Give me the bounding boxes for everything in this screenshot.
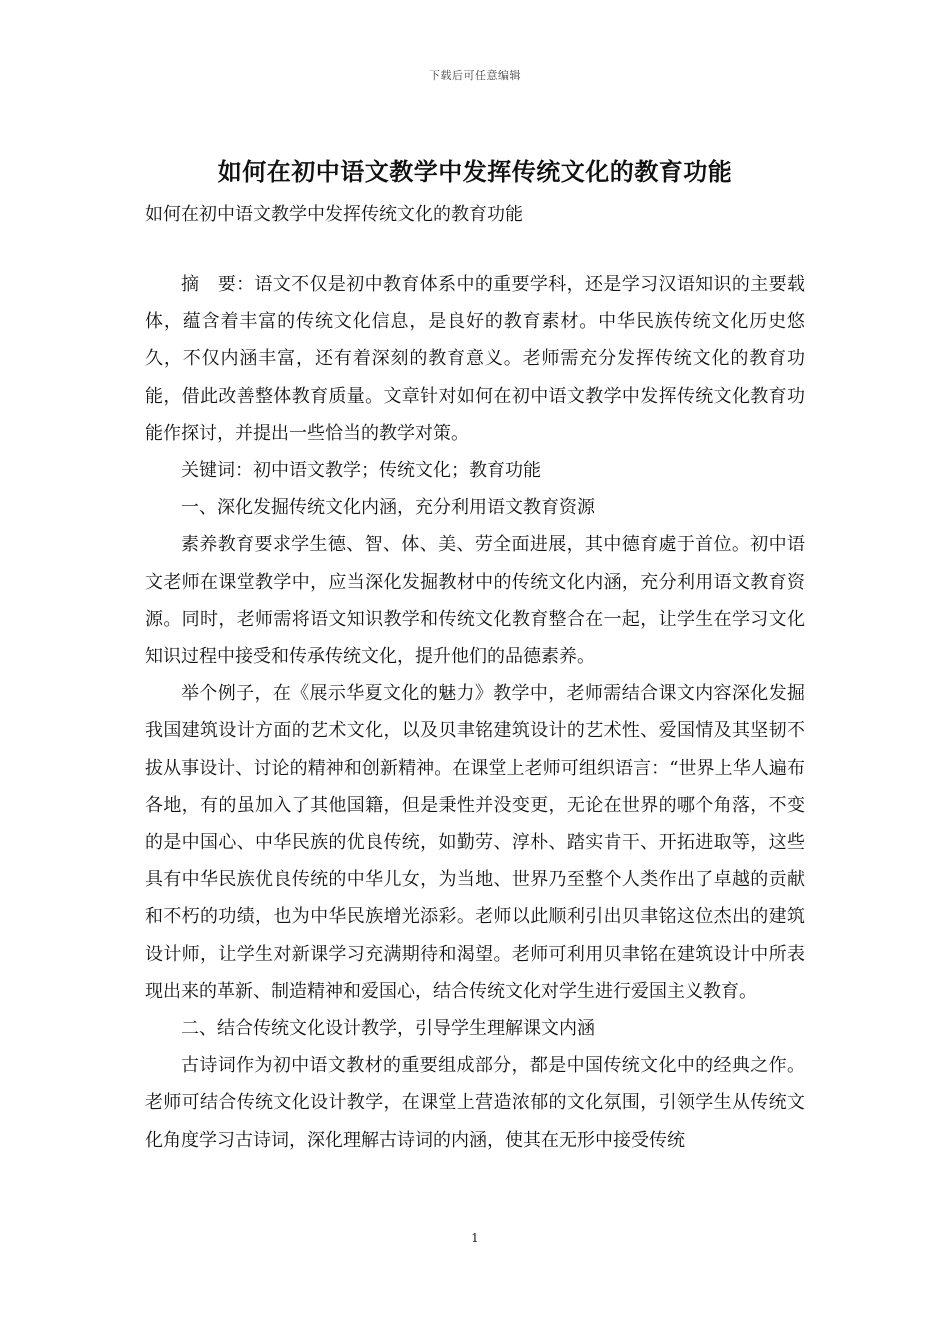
document-body — [145, 266, 805, 1159]
page-number: 1 — [471, 1231, 479, 1245]
abstract-paragraph: 摘 要：语文不仅是初中教育体系中的重要学科，还是学习汉语知识的主要载体，蕴含着丰富的传统文化信息，是良好的教育素材。中华民族传统文化历史悠久，不仅内涵丰富，还有着深刻的教育意义。老师需充分发挥传统文化的教育功能，借此改善整体教育质量。文章针对如何在初中语文教学中发挥传统文化教育功能作探讨，并提出一些恰当的教学对策。 — [145, 274, 805, 444]
body-paragraph: 素养教育要求学生德、智、体、美、劳全面进展，其中德育處于首位。初中语文老师在课堂教学中，应当深化发掘教材中的传统文化内涵，充分利用语文教育资源。同时，老师需将语文知识教学和传统文化教育整合在一起，让学生在学习文化知识过程中接受和传承传统文化，提升他们的品德素养。 — [145, 534, 805, 668]
body-paragraph: 举个例子，在《展示华夏文化的魅力》教学中，老师需结合课文内容深化发掘我国建筑设计方面的艺术文化，以及贝聿铭建筑设计的艺术性、爱国情及其坚韧不拔从事设计、讨论的精神和创新精神。在课堂上老师可组织语言：“世界上华人遍布各地，有的虽加入了其他国籍，但是秉性并没变更，无论在世界的哪个角落，不变的是中国心、中华民族的优良传统，如勤劳、淳朴、踏实肯干、开拓进取等，这些具有中华民族优良传统的中华儿女，为当地、世界乃至整个人类作出了卓越的贡献和不朽的功绩，也为中华民族增光添彩。老师以此顺利引出贝聿铭这位杰出的建筑设计师，让学生对新课学习充满期待和渴望。老师可利用贝聿铭在建筑设计中所表现出来的革新、制造精神和爱国心，结合传统文化对学生进行爱国主义教育。 — [145, 683, 805, 1002]
keywords-line: 关键词：初中语文教学；传统文化；教育功能 — [181, 460, 541, 482]
header-note: 下载后可任意编辑 — [429, 69, 521, 82]
document-title: 如何在初中语文教学中发挥传统文化的教育功能 — [217, 157, 733, 186]
section-heading-2: 二、结合传统文化设计教学，引导学生理解课文内涵 — [181, 1018, 595, 1040]
document-subtitle: 如何在初中语文教学中发挥传统文化的教育功能 — [145, 204, 523, 225]
section-heading-1: 一、深化发掘传统文化内涵，充分利用语文教育资源 — [181, 497, 595, 519]
body-paragraph: 古诗词作为初中语文教材的重要组成部分，都是中国传统文化中的经典之作。老师可结合传统文化设计教学，在课堂上营造浓郁的文化氛围，引领学生从传统文化角度学习古诗词，深化理解古诗词的内涵，使其在无形中接受传统 — [145, 1055, 805, 1151]
